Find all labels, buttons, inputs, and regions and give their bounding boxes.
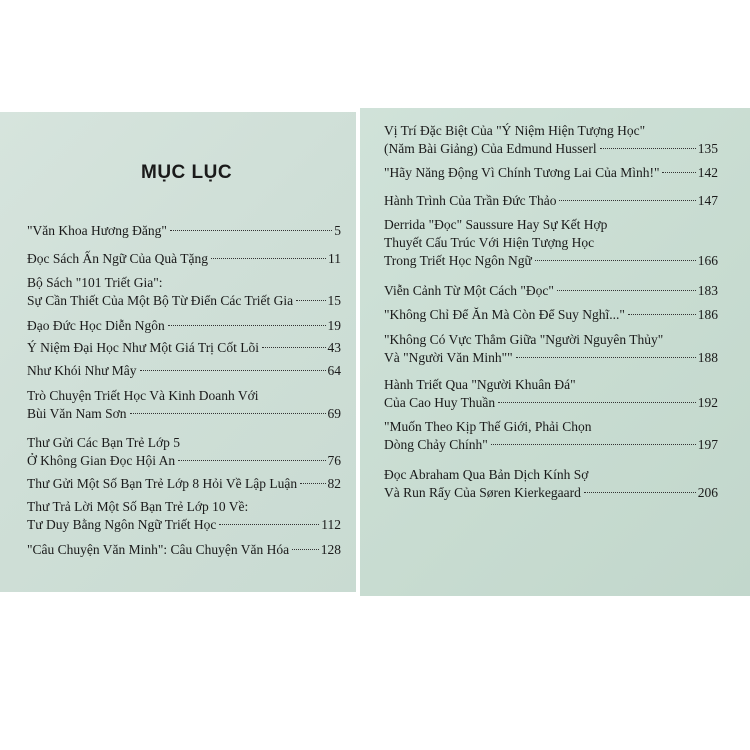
- toc-entry-title-text: Trong Triết Học Ngôn Ngữ: [384, 253, 532, 268]
- toc-page-number: 43: [327, 340, 341, 355]
- toc-entry-title-text: Bộ Sách "101 Triết Gia":: [27, 275, 163, 290]
- toc-entry-title-text: Ý Niệm Đại Học Như Một Giá Trị Cốt Lõi: [27, 340, 259, 355]
- toc-entry-title-text: Như Khói Như Mây: [27, 363, 137, 378]
- toc-entry-title-text: "Văn Khoa Hương Đăng": [27, 223, 167, 238]
- dot-leader: [211, 258, 326, 259]
- toc-page-number: 192: [697, 395, 718, 410]
- toc-page-number: 188: [697, 350, 718, 365]
- toc-entry-last-line: [27, 250, 341, 268]
- dot-leader: [628, 314, 696, 315]
- toc-entry-last-line: [384, 484, 718, 502]
- toc-entry-title-text: Bùi Văn Nam Sơn: [27, 406, 127, 421]
- toc-entry-last-line: [384, 306, 718, 324]
- toc-entry-title-text: Đọc Abraham Qua Bản Dịch Kính Sợ: [384, 467, 589, 482]
- toc-page-number: 76: [327, 453, 341, 468]
- toc-page-number: 15: [327, 293, 341, 308]
- dot-leader: [300, 483, 325, 484]
- dot-leader: [296, 300, 325, 301]
- toc-entry-title-text: Thư Gửi Một Số Bạn Trẻ Lớp 8 Hỏi Về Lập Luận: [27, 476, 298, 491]
- toc-entry-last-line: [27, 541, 341, 559]
- toc-entry: [384, 331, 718, 367]
- toc-entry-last-line: [27, 405, 341, 423]
- dot-leader: [516, 357, 696, 358]
- toc-entry-title-text: Trò Chuyện Triết Học Và Kinh Doanh Với: [27, 388, 259, 403]
- toc-entry-last-line: [384, 140, 718, 158]
- toc-page-number: 19: [327, 318, 341, 333]
- toc-entry-title-text: Hành Trình Của Trần Đức Thảo: [384, 193, 557, 208]
- dot-leader: [219, 524, 319, 525]
- toc-entry: [384, 376, 718, 412]
- dot-leader: [662, 172, 695, 173]
- toc-entry-title-text: "Không Chỉ Để Ăn Mà Còn Để Suy Nghĩ...": [384, 307, 625, 322]
- toc-entry-last-line: [27, 475, 341, 493]
- toc-entry-title-text: (Năm Bài Giảng) Của Edmund Husserl: [384, 141, 597, 156]
- dot-leader: [584, 492, 696, 493]
- toc-entry: [27, 339, 341, 357]
- toc-page-number: 82: [327, 476, 341, 491]
- toc-entry-title-text: Dòng Chảy Chính": [384, 437, 488, 452]
- toc-page-number: 197: [697, 437, 718, 452]
- toc-entry-title-text: Và Run Rẩy Của Søren Kierkegaard: [384, 485, 581, 500]
- toc-entry-title-text: Ở Không Gian Đọc Hội An: [27, 453, 176, 468]
- toc-entry-title-text: Tư Duy Bằng Ngôn Ngữ Triết Học: [27, 517, 217, 532]
- toc-entry: [27, 434, 341, 470]
- toc-entry-line: [384, 234, 718, 252]
- toc-entry-title-text: "Muốn Theo Kịp Thế Giới, Phải Chọn: [384, 419, 592, 434]
- dot-leader: [491, 444, 696, 445]
- toc-page-number: 64: [327, 363, 341, 378]
- toc-entry-last-line: [384, 164, 718, 182]
- toc-entry-line: [384, 216, 718, 234]
- toc-entry-last-line: [27, 292, 341, 310]
- toc-entry: [384, 466, 718, 502]
- toc-entry-line: [27, 498, 341, 516]
- toc-entry-title-text: "Hãy Năng Động Vì Chính Tương Lai Của Mình!": [384, 165, 660, 180]
- toc-entry: [27, 317, 341, 335]
- toc-entry-title-text: Đạo Đức Học Diễn Ngôn: [27, 318, 165, 333]
- toc-entry-title-text: Viễn Cảnh Từ Một Cách "Đọc": [384, 283, 554, 298]
- toc-entry-line: [384, 122, 718, 140]
- toc-entry: [27, 475, 341, 493]
- toc-entry-last-line: [384, 436, 718, 454]
- toc-page-number: 147: [697, 193, 718, 208]
- dot-leader: [262, 347, 326, 348]
- toc-entry: [27, 250, 341, 268]
- toc-entry-last-line: [27, 222, 341, 240]
- dot-leader: [292, 549, 319, 550]
- toc-entry-title-text: Thư Gửi Các Bạn Trẻ Lớp 5: [27, 435, 181, 450]
- toc-entry-title-text: Và "Người Văn Minh"": [384, 350, 513, 365]
- toc-entry: [384, 418, 718, 454]
- toc-entry: [27, 362, 341, 380]
- toc-entry-title-text: Đọc Sách Ấn Ngữ Của Quà Tặng: [27, 251, 209, 266]
- dot-leader: [140, 370, 326, 371]
- dot-leader: [557, 290, 696, 291]
- toc-entry-title-text: Sự Cần Thiết Của Một Bộ Từ Điển Các Triết Gia: [27, 293, 294, 308]
- toc-page-number: 166: [697, 253, 718, 268]
- toc-entry-last-line: [384, 252, 718, 270]
- toc-entry: [384, 122, 718, 158]
- toc-page-number: 183: [697, 283, 718, 298]
- toc-page-number: 128: [320, 542, 341, 557]
- toc-entry-last-line: [27, 339, 341, 357]
- toc-page-number: 186: [697, 307, 718, 322]
- toc-entry: [384, 306, 718, 324]
- toc-page-number: 112: [321, 517, 341, 532]
- toc-entry-last-line: [27, 362, 341, 380]
- toc-entry-last-line: [384, 349, 718, 367]
- toc-entry-title-text: Hành Triết Qua "Người Khuân Đá": [384, 377, 576, 392]
- toc-entry-title-text: "Câu Chuyện Văn Minh": Câu Chuyện Văn Hóa: [27, 542, 290, 557]
- toc-entry: [384, 164, 718, 182]
- toc-entry-title-text: Của Cao Huy Thuần: [384, 395, 496, 410]
- toc-entry-last-line: [384, 192, 718, 210]
- toc-entry: [384, 192, 718, 210]
- dot-leader: [130, 413, 326, 414]
- toc-entry-line: [27, 434, 341, 452]
- toc-entry-title-text: Thuyết Cấu Trúc Với Hiện Tượng Học: [384, 235, 595, 250]
- toc-entry-line: [384, 376, 718, 394]
- dot-leader: [170, 230, 332, 231]
- toc-page-number: 11: [328, 251, 341, 266]
- toc-entry-title-text: Derrida "Đọc" Saussure Hay Sự Kết Hợp: [384, 217, 608, 232]
- toc-entry-line: [384, 466, 718, 484]
- toc-page-number: 69: [327, 406, 341, 421]
- toc-entry-line: [384, 418, 718, 436]
- toc-entry: [27, 222, 341, 240]
- toc-entry-last-line: [27, 516, 341, 534]
- toc-entry: [27, 541, 341, 559]
- toc-entry-title-text: Vị Trí Đặc Biệt Của "Ý Niệm Hiện Tượng Học": [384, 123, 646, 138]
- dot-leader: [168, 325, 326, 326]
- toc-entry-last-line: [27, 452, 341, 470]
- toc-entry-line: [27, 274, 341, 292]
- toc-entry-last-line: [384, 282, 718, 300]
- toc-entry: [27, 274, 341, 310]
- dot-leader: [535, 260, 696, 261]
- toc-entry-line: [27, 387, 341, 405]
- toc-entry: [27, 498, 341, 534]
- toc-entry: [27, 387, 341, 423]
- toc-page-number: 142: [697, 165, 718, 180]
- toc-title: MỤC LỤC: [141, 162, 233, 183]
- dot-leader: [178, 460, 325, 461]
- dot-leader: [559, 200, 695, 201]
- toc-entry-line: [384, 331, 718, 349]
- toc-page-number: 5: [334, 223, 341, 238]
- toc-entry-last-line: [384, 394, 718, 412]
- toc-entry-title-text: Thư Trả Lời Một Số Bạn Trẻ Lớp 10 Về:: [27, 499, 249, 514]
- toc-entry-last-line: [27, 317, 341, 335]
- toc-page-number: 135: [697, 141, 718, 156]
- toc-page-number: 206: [697, 485, 718, 500]
- dot-leader: [498, 402, 696, 403]
- toc-entry: [384, 216, 718, 270]
- dot-leader: [600, 148, 696, 149]
- toc-entry: [384, 282, 718, 300]
- toc-entry-title-text: "Không Có Vực Thẳm Giữa "Người Nguyên Thủy": [384, 332, 664, 347]
